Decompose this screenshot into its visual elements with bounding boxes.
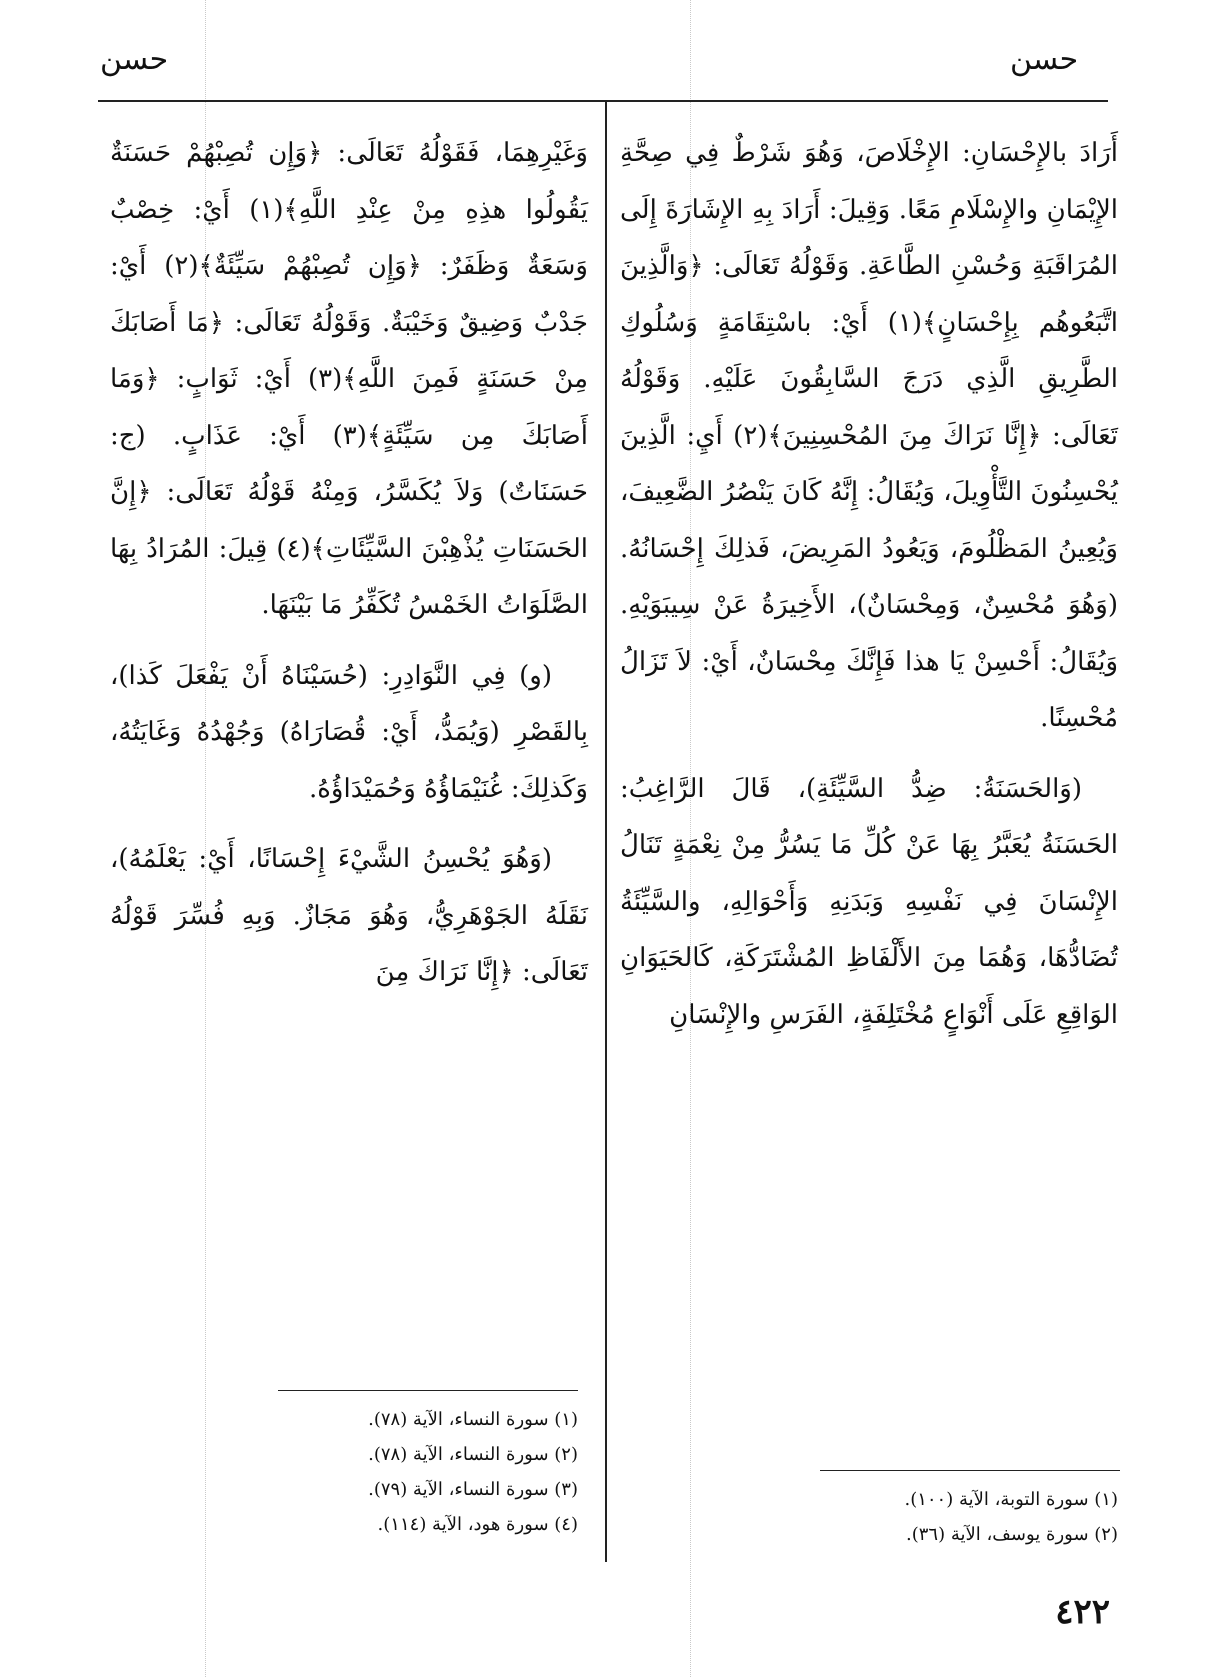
header-rule [98, 100, 1108, 102]
body-paragraph: (وَالحَسَنَةُ: ضِدُّ السَّيِّئَةِ)، قَالَ الرَّاغِبُ: الحَسَنَةُ يُعَبَّرُ بِهَا عَنْ كُلِّ مَا يَسُرُّ مِنْ نِعْمَةٍ تَنَالُ الإِنْسَانَ فِي نَفْسِهِ وَبَدَنِهِ وَأَحْوَالِهِ، والسَّيِّئَةُ تُضَادُّهَا، وَهُمَا مِنَ الأَلْفَاظِ المُشْتَرَكَةِ، كَالحَيَوَانِ الوَاقِعِ عَلَى أَنْوَاعٍ مُخْتَلِفَةٍ، الفَرَسِ والإِنْسَانِ [620, 773, 1118, 1030]
running-header-right: حسن [1010, 42, 1079, 77]
footnote: (٢) سورة النساء، الآية (٧٨). [368, 1444, 578, 1465]
running-header-left: حسن [100, 42, 169, 77]
footnotes-right [800, 1482, 1118, 1552]
right-column [620, 125, 1118, 1057]
body-paragraph: أَرَادَ بالإِحْسَانِ: الإِخْلَاصَ، وَهُوَ شَرْطٌ فِي صِحَّةِ الإِيْمَانِ والإِسْلَامِ مَعًا. وَقِيلَ: أَرَادَ بِهِ الإِشَارَةَ إِلَى المُرَاقَبَةِ وَحُسْنِ الطَّاعَةِ. وَقَوْلُهُ تَعَالَى: ﴿وَالَّذِينَ اتَّبَعُوهُم بِإِحْسَانٍ﴾(١) أَيْ: باسْتِقَامَةٍ وَسُلُوكِ الطَّرِيقِ الَّذِي دَرَجَ السَّابِقُونَ عَلَيْهِ. وَقَوْلُهُ تَعَالَى: ﴿إِنَّا نَرَاكَ مِنَ المُحْسِنِينَ﴾(٢) أَيِ: الَّذِينَ يُحْسِنُونَ التَّأْوِيلَ، وَيُقَالُ: إِنَّهُ كَانَ يَنْصُرُ الضَّعِيفَ، وَيُعِينُ المَظْلُومَ، وَيَعُودُ المَرِيضَ، فَذلِكَ إِحْسَانُهُ. (وَهُوَ مُحْسِنٌ، وَمِحْسَانٌ)، الأَخِيرَةُ عَنْ سِيبَوَيْهِ. وَيُقَالُ: أَحْسِنْ يَا هذا فَإِنَّكَ مِحْسَانٌ، أَيْ: لاَ تَزَالُ مُحْسِنًا. [620, 138, 1118, 733]
left-column [110, 125, 588, 1015]
footnote: (٣) سورة النساء، الآية (٧٩). [368, 1479, 578, 1500]
body-paragraph: (وَهُوَ يُحْسِنُ الشَّيْءَ إِحْسَانًا، أَيْ: يَعْلَمُهُ)، نَقَلَهُ الجَوْهَرِيُّ، وَهُوَ مَجَازٌ. وَبِهِ فُسِّرَ قَوْلُهُ تَعَالَى: ﴿إِنَّا نَرَاكَ مِنَ [110, 844, 588, 987]
footnote-rule-right [820, 1470, 1120, 1471]
footnote-rule-left [278, 1390, 578, 1391]
footnote: (٢) سورة يوسف، الآية (٣٦). [906, 1524, 1118, 1545]
column-divider [605, 100, 607, 1562]
body-paragraph: (و) فِي النَّوَادِرِ: (حُسَيْنَاهُ أَنْ يَفْعَلَ كَذا)، بِالقَصْرِ (وَيُمَدُّ، أَيْ: قُصَارَاهُ) وَجُهْدُهُ وَغَايَتُهُ، وَكَذلِكَ: غُنَيْمَاؤُهُ وَحُمَيْدَاؤُهُ. [110, 660, 588, 804]
footnotes-left [278, 1402, 578, 1542]
footnote: (١) سورة النساء، الآية (٧٨). [368, 1409, 578, 1430]
footnote: (١) سورة التوبة، الآية (١٠٠). [904, 1489, 1118, 1510]
footnote: (٤) سورة هود، الآية (١١٤). [377, 1514, 578, 1535]
page-number: ٤٢٢ [1055, 1592, 1110, 1632]
body-paragraph: وَغَيْرِهِمَا، فَقَوْلُهُ تَعَالَى: ﴿وَإِن تُصِبْهُمْ حَسَنَةٌ يَقُولُوا هذِهِ مِنْ عِنْدِ اللَّهِ﴾(١) أَيْ: خِصْبٌ وَسَعَةٌ وَظَفَرٌ: ﴿وَإِن تُصِبْهُمْ سَيِّئَةٌ﴾(٢) أَيْ: جَدْبٌ وَضِيقٌ وَخَيْبَةٌ. وَقَوْلُهُ تَعَالَى: ﴿مَا أَصَابَكَ مِنْ حَسَنَةٍ فَمِنَ اللَّهِ﴾(٣) أَيْ: ثَوَابٍ: ﴿وَمَا أَصَابَكَ مِن سَيِّئَةٍ﴾(٣) أَيْ: عَذَابٍ. (ج: حَسَنَاتٌ) وَلاَ يُكَسَّرُ، وَمِنْهُ قَوْلُهُ تَعَالَى: ﴿إِنَّ الحَسَنَاتِ يُذْهِبْنَ السَّيِّئَاتِ﴾(٤) قِيلَ: المُرَادُ بِهَا الصَّلَوَاتُ الخَمْسُ تُكَفِّرُ مَا بَيْنَهَا. [110, 138, 589, 620]
